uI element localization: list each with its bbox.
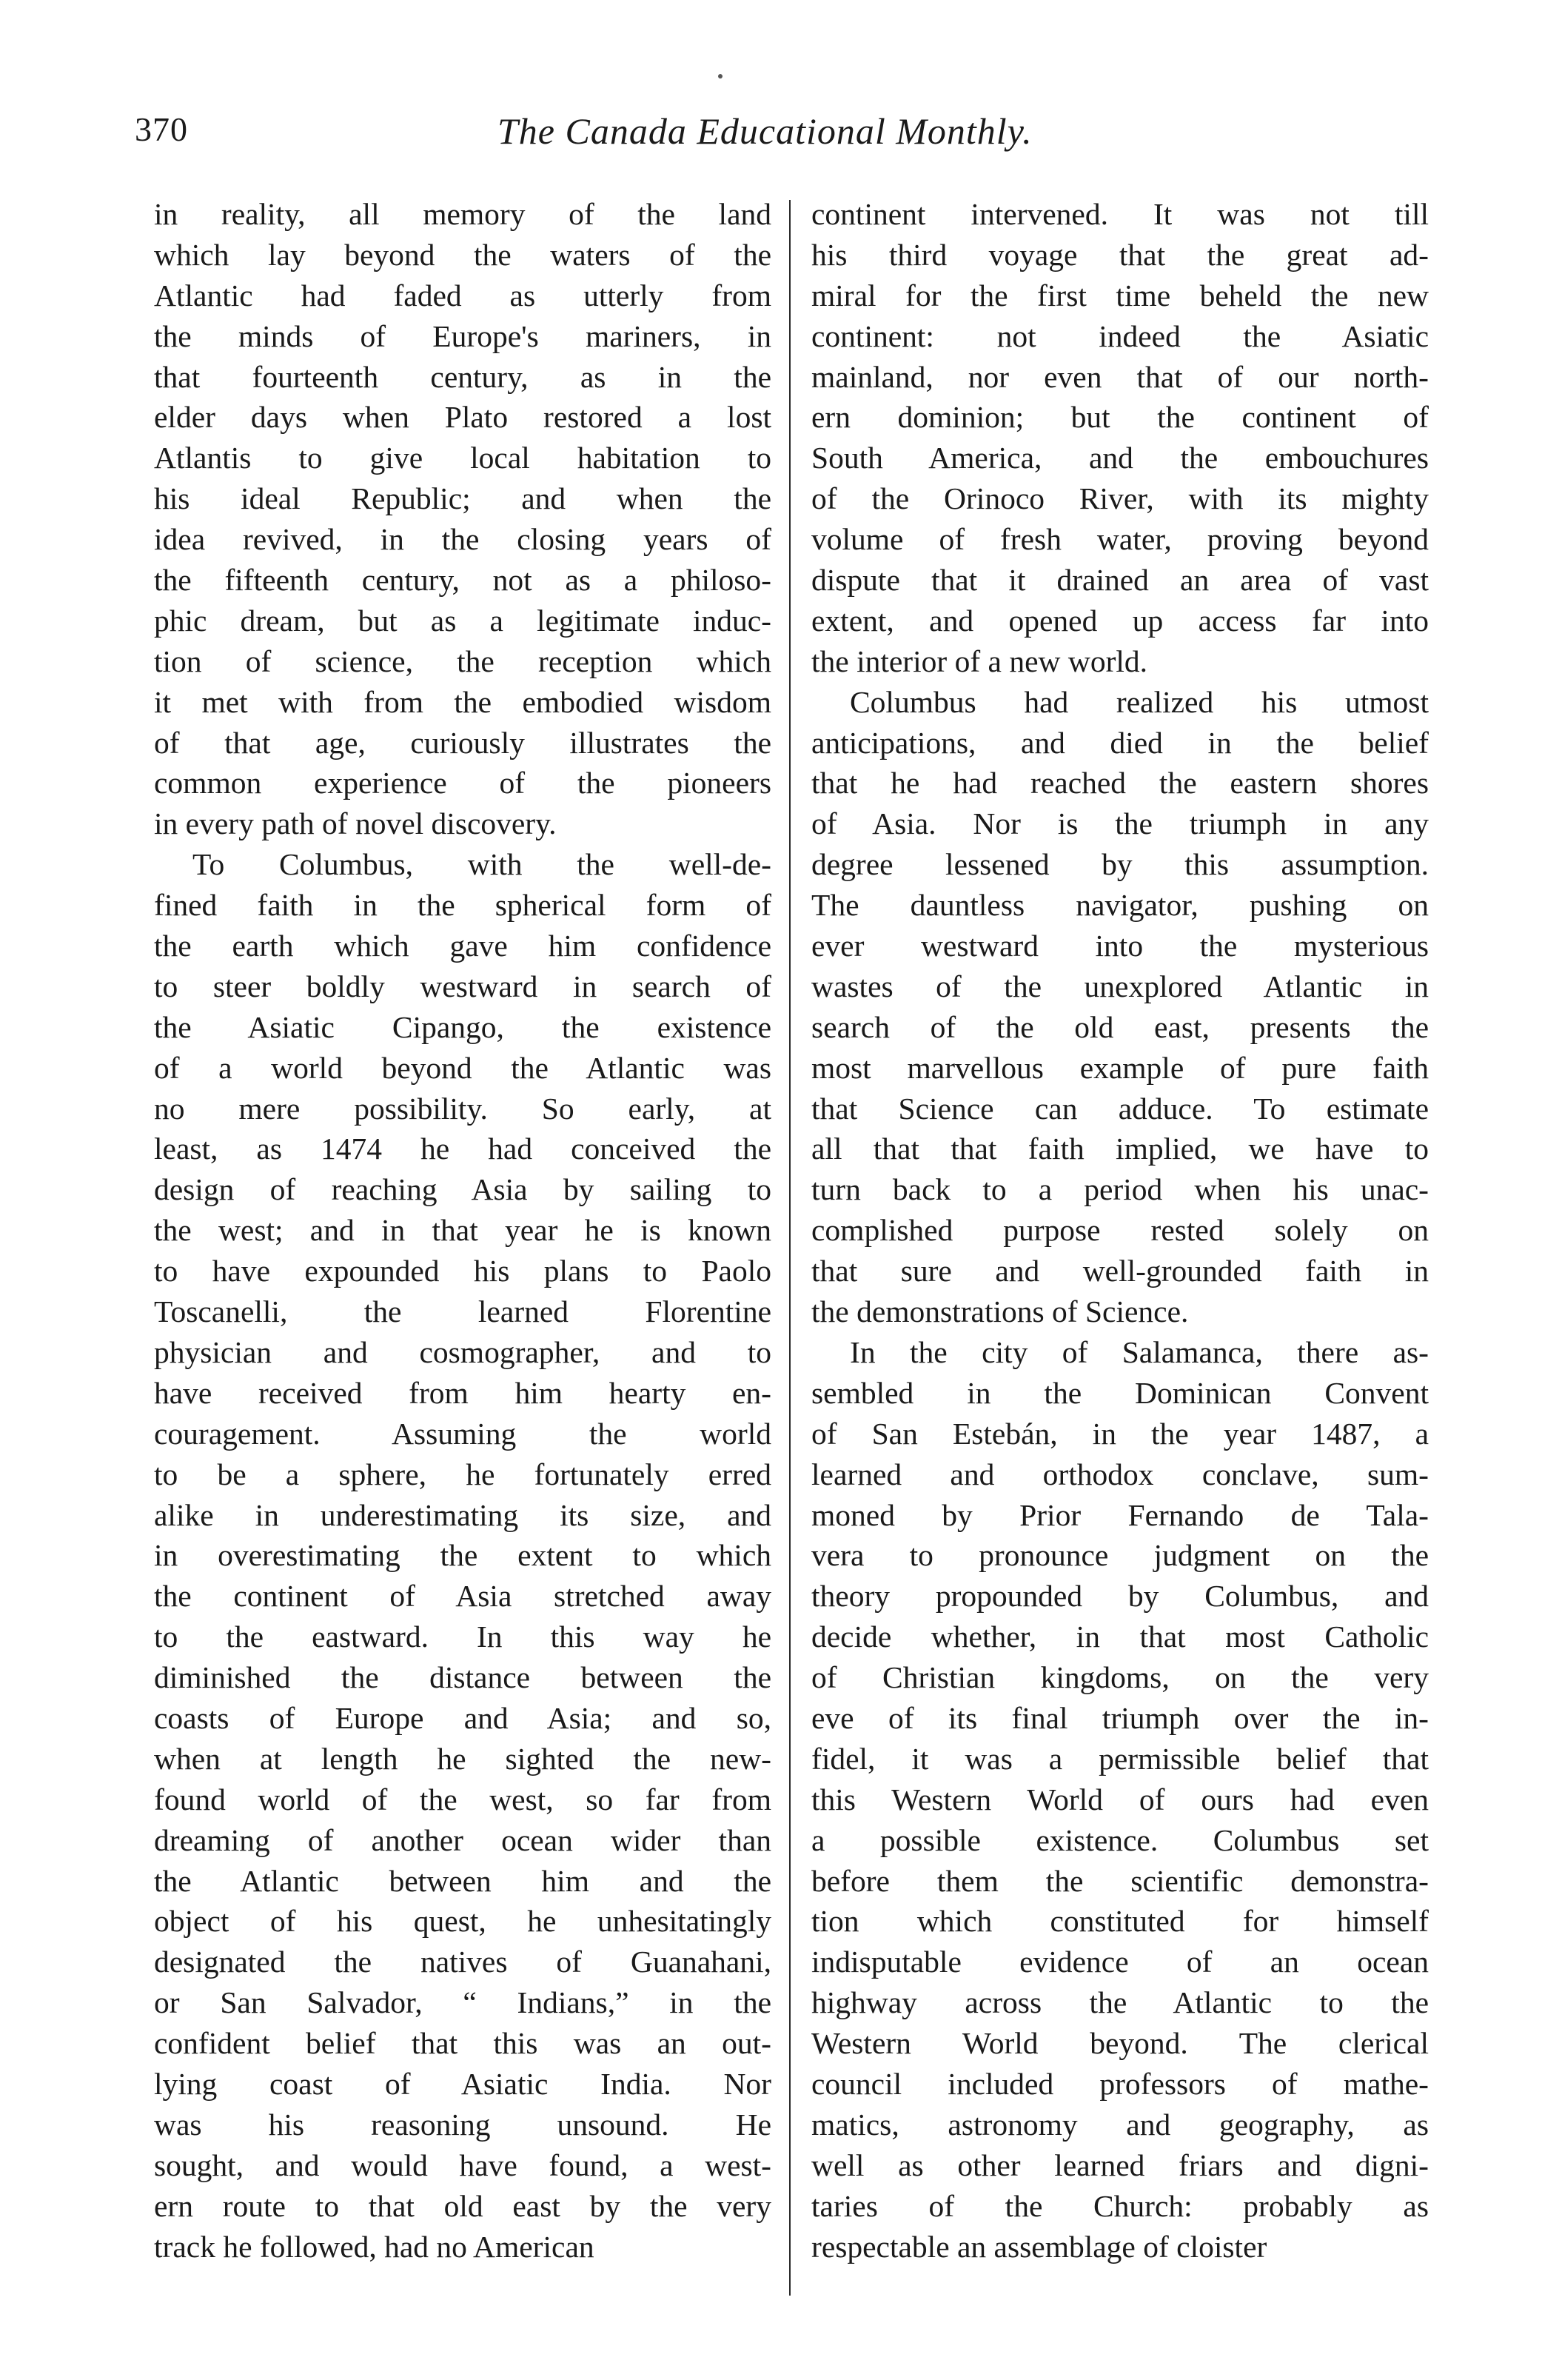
text-line: volume of fresh water, proving beyond [811,522,1429,557]
text-line: sembled in the Dominican Convent [811,1375,1429,1410]
text-line: phic dream, but as a legitimate induc- [154,603,771,638]
text-line: the minds of Europe's mariners, in [154,318,771,353]
text-line: taries of the Church: probably as [811,2188,1429,2223]
text-line: that sure and well-grounded faith in [811,1254,1429,1288]
text-line: of San Estebán, in the year 1487, a [811,1416,1429,1451]
text-line: theory propounded by Columbus, and [811,1579,1429,1614]
text-line: the Atlantic between him and the [154,1863,771,1898]
text-line: moned by Prior Fernando de Tala- [811,1497,1429,1532]
text-line: dispute that it drained an area of vast [811,563,1429,598]
text-line: highway across the Atlantic to the [811,1985,1429,2020]
text-line: elder days when Plato restored a lost [154,400,771,435]
text-line: confident belief that this was an out- [154,2026,771,2061]
text-line: the interior of a new world. [811,644,1148,678]
text-line: ern dominion; but the continent of [811,400,1429,435]
text-line: ever westward into the mysterious [811,929,1429,963]
text-line: to steer boldly westward in search of [154,969,771,1003]
text-line: idea revived, in the closing years of [154,522,771,557]
text-line: matics, astronomy and geography, as [811,2107,1429,2142]
text-line: in reality, all memory of the land [154,197,771,231]
text-line: to have expounded his plans to Paolo [154,1254,771,1288]
text-line: of Asia. Nor is the triumph in any [811,806,1429,841]
text-line: his third voyage that the great ad- [811,237,1429,272]
text-line: all that that faith implied, we have to [811,1131,1429,1166]
text-line: or San Salvador, “ Indians,” in the [154,1985,771,2020]
text-line: ern route to that old east by the very [154,2188,771,2223]
text-line: in every path of novel discovery. [154,806,557,841]
text-line: when at length he sighted the new- [154,1741,771,1776]
text-line: council included professors of mathe- [811,2066,1429,2101]
text-line: lying coast of Asiatic India. Nor [154,2066,771,2101]
page-header [135,110,1438,169]
text-line: learned and orthodox conclave, sum- [811,1457,1429,1491]
text-line: before them the scientific demonstra- [811,1863,1429,1898]
text-line: a possible existence. Columbus set [811,1822,1429,1857]
text-line: fidel, it was a permissible belief that [811,1741,1429,1776]
text-line: diminished the distance between the [154,1660,771,1695]
text-line: extent, and opened up access far into [811,603,1429,638]
text-line: the earth which gave him confidence [154,929,771,963]
text-line: Toscanelli, the learned Florentine [154,1294,771,1329]
page-number: 370 [135,110,188,148]
text-line: found world of the west, so far from [154,1782,771,1816]
text-line: dreaming of another ocean wider than [154,1822,771,1857]
text-line: well as other learned friars and digni- [811,2147,1429,2182]
text-line: the demonstrations of Science. [811,1294,1189,1329]
text-line: continent intervened. It was not till [811,197,1429,231]
text-line: it met with from the embodied wisdom [154,684,771,719]
text-line: Western World beyond. The clerical [811,2026,1429,2061]
text-line: of the Orinoco River, with its mighty [811,481,1429,516]
text-line: Atlantis to give local habitation to [154,441,771,475]
text-line: the fifteenth century, not as a philoso- [154,563,771,598]
text-line: respectable an assemblage of cloister [811,2229,1267,2264]
text-line: sought, and would have found, a west- [154,2147,771,2182]
text-line: designated the natives of Guanahani, [154,1945,771,1979]
text-line: anticipations, and died in the belief [811,725,1429,760]
text-line: complished purpose rested solely on [811,1213,1429,1248]
text-line: wastes of the unexplored Atlantic in [811,969,1429,1003]
text-line: fined faith in the spherical form of [154,888,771,923]
text-line: indisputable evidence of an ocean [811,1945,1429,1979]
text-line: search of the old east, presents the [811,1009,1429,1044]
text-line: common experience of the pioneers [154,766,771,800]
text-line: Atlantic had faded as utterly from [154,278,771,312]
left-text-column [154,194,771,2267]
print-speck [718,74,723,78]
text-line: tion of science, the reception which [154,644,771,678]
text-line: coasts of Europe and Asia; and so, [154,1700,771,1735]
column-divider [789,200,791,2296]
text-line: decide whether, in that most Catholic [811,1619,1429,1654]
text-line: degree lessened by this assumption. [811,847,1429,882]
text-line: the west; and in that year he is known [154,1213,771,1248]
running-title: The Canada Educational Monthly. [497,110,1033,152]
text-line: in overestimating the extent to which [154,1538,771,1573]
text-line: miral for the first time beheld the new [811,278,1429,312]
text-line: South America, and the embouchures [811,441,1429,475]
text-line: least, as 1474 he had conceived the [154,1131,771,1166]
text-line: alike in underestimating its size, and [154,1497,771,1532]
text-line: of Christian kingdoms, on the very [811,1660,1429,1695]
text-line: track he followed, had no American [154,2229,594,2264]
text-line: The dauntless navigator, pushing on [811,888,1429,923]
text-line: tion which constituted for himself [811,1904,1429,1939]
text-line: of a world beyond the Atlantic was [154,1050,771,1085]
text-line: this Western World of ours had even [811,1782,1429,1816]
text-line: Columbus had realized his utmost [850,684,1429,719]
text-line: no mere possibility. So early, at [154,1091,771,1126]
text-line: object of his quest, he unhesitatingly [154,1904,771,1939]
text-line: design of reaching Asia by sailing to [154,1172,771,1207]
text-line: continent: not indeed the Asiatic [811,318,1429,353]
text-line: which lay beyond the waters of the [154,237,771,272]
text-line: to be a sphere, he fortunately erred [154,1457,771,1491]
text-line: was his reasoning unsound. He [154,2107,771,2142]
text-line: physician and cosmographer, and to [154,1334,771,1369]
text-line: to the eastward. In this way he [154,1619,771,1654]
right-text-column [811,194,1429,2267]
text-line: most marvellous example of pure faith [811,1050,1429,1085]
text-line: eve of its final triumph over the in- [811,1700,1429,1735]
text-line: turn back to a period when his unac- [811,1172,1429,1207]
text-line: vera to pronounce judgment on the [811,1538,1429,1573]
text-line: the Asiatic Cipango, the existence [154,1009,771,1044]
text-line: In the city of Salamanca, there as- [850,1334,1429,1369]
text-line: couragement. Assuming the world [154,1416,771,1451]
text-line: that Science can adduce. To estimate [811,1091,1429,1126]
text-line: his ideal Republic; and when the [154,481,771,516]
text-line: To Columbus, with the well-de- [192,847,771,882]
text-line: mainland, nor even that of our north- [811,359,1429,394]
text-line: of that age, curiously illustrates the [154,725,771,760]
text-line: that he had reached the eastern shores [811,766,1429,800]
text-line: have received from him hearty en- [154,1375,771,1410]
text-line: the continent of Asia stretched away [154,1579,771,1614]
text-line: that fourteenth century, as in the [154,359,771,394]
